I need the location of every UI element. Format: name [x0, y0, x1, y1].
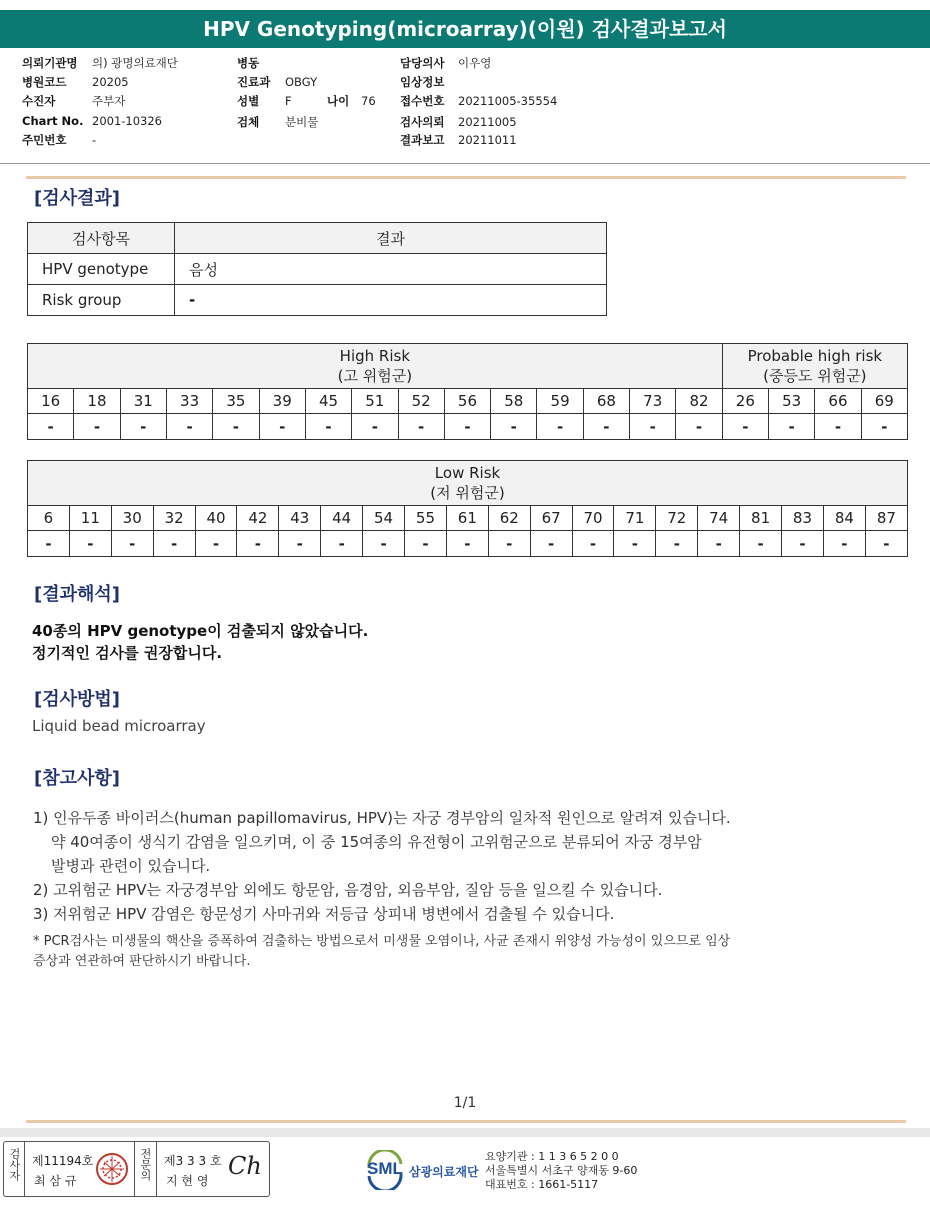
genotype-result-cell: -	[120, 414, 166, 440]
section-title-interpretation: [결과해석]	[34, 584, 121, 605]
genotype-cell: 81	[740, 506, 782, 531]
info-value: F	[285, 94, 292, 108]
genotype-result-cell: -	[656, 531, 698, 557]
specialist-cell	[156, 1142, 268, 1196]
info-row	[400, 55, 491, 71]
genotype-cell: 39	[259, 389, 305, 414]
genotype-result-cell: -	[405, 531, 447, 557]
genotype-result-cell: -	[861, 414, 907, 440]
info-row	[22, 74, 129, 90]
note-line: 약 40여종이 생식기 감염을 일으키며, 이 중 15여종의 유전형이 고위험군으로 분류되어 자궁 경부암	[51, 833, 702, 851]
group-subtitle: (중등도 위험군)	[763, 367, 867, 385]
genotype-cell: 58	[491, 389, 537, 414]
examiner-label-cell	[4, 1142, 25, 1196]
group-subtitle: (저 위험군)	[430, 484, 505, 502]
seal-icon	[94, 1150, 130, 1188]
specialist-label-cell	[134, 1142, 157, 1196]
note-line: 발병과 관련이 있습니다.	[51, 857, 211, 875]
section-title-reference: [참고사항]	[34, 768, 121, 789]
footnote-line: 증상과 연관하여 판단하시기 바랍니다.	[33, 954, 251, 969]
info-row	[400, 132, 517, 148]
genotype-cell: 61	[446, 506, 488, 531]
interpretation-line: 정기적인 검사를 권장합니다.	[32, 644, 223, 662]
genotype-cell: 59	[537, 389, 583, 414]
info-label: 나이	[327, 94, 350, 108]
genotype-result-cell: -	[446, 531, 488, 557]
genotype-cell: 45	[305, 389, 351, 414]
method-text: Liquid bead microarray	[32, 717, 206, 735]
info-row	[237, 114, 318, 130]
genotype-result-cell: -	[782, 531, 824, 557]
genotype-cell: 84	[823, 506, 865, 531]
genotype-result-cell: -	[195, 531, 237, 557]
info-label: 결과보고	[400, 133, 445, 147]
genotype-result-cell: -	[352, 414, 398, 440]
info-label: 병원코드	[22, 75, 67, 89]
org-name: 삼광의료재단	[409, 1165, 479, 1179]
genotype-cell: 52	[398, 389, 444, 414]
genotype-cell: 43	[279, 506, 321, 531]
info-row	[22, 93, 125, 109]
report-title: HPV Genotyping(microarray)(이원) 검사결과보고서	[0, 10, 930, 48]
interpretation-text: HPV genotype	[87, 622, 208, 640]
genotype-cell: 44	[321, 506, 363, 531]
genotype-result-cell: -	[153, 531, 195, 557]
genotype-cell: 83	[782, 506, 824, 531]
genotype-cell: 33	[166, 389, 212, 414]
genotype-result-cell: -	[865, 531, 907, 557]
info-value: 의) 광명의료재단	[92, 56, 178, 70]
examiner-name: 최 삼 규	[34, 1174, 77, 1188]
signature-box	[3, 1141, 270, 1197]
genotype-cell: 42	[237, 506, 279, 531]
genotype-cell: 54	[363, 506, 405, 531]
info-value: OBGY	[285, 75, 318, 89]
info-label: 수진자	[22, 94, 56, 108]
group-header-high-risk	[28, 344, 723, 389]
contact-line: 서울특별시 서초구 양재동 9-60	[485, 1164, 638, 1177]
logo-text: SML	[367, 1159, 403, 1178]
table-row	[28, 254, 607, 285]
info-label: 병동	[237, 56, 260, 70]
signature-scribble: Ch	[228, 1152, 262, 1180]
table-cell: Risk group	[28, 285, 175, 316]
info-value: 이우영	[458, 56, 492, 70]
genotype-cell: 68	[583, 389, 629, 414]
genotype-result-cell: -	[444, 414, 490, 440]
genotype-result-cell: -	[259, 414, 305, 440]
genotype-result-cell: -	[722, 414, 768, 440]
genotype-result-cell: -	[630, 414, 676, 440]
genotype-result-cell: -	[321, 531, 363, 557]
genotype-cell: 70	[572, 506, 614, 531]
genotype-cell: 87	[865, 506, 907, 531]
info-label: 검사의뢰	[400, 115, 445, 129]
specialist-license: 제3 3 3 호	[164, 1154, 222, 1168]
note-line: 3) 저위험군 HPV 감염은 항문성기 사마귀와 저등급 상피내 병변에서 검출될 수 있습니다.	[33, 905, 615, 923]
group-title: Probable high risk	[747, 347, 883, 365]
genotype-cell: 66	[815, 389, 861, 414]
genotype-result-cell: -	[213, 414, 259, 440]
genotype-cell: 31	[120, 389, 166, 414]
table-header-row	[28, 223, 607, 254]
genotype-cell: 82	[676, 389, 722, 414]
genotype-result-cell: -	[530, 531, 572, 557]
genotype-result-cell: -	[398, 414, 444, 440]
genotype-result-cell: -	[166, 414, 212, 440]
info-value: 20205	[92, 75, 129, 89]
reference-notes	[33, 806, 731, 926]
info-row	[237, 93, 376, 109]
column-header: 결과	[175, 223, 607, 254]
section-title-result: [검사결과]	[34, 188, 121, 209]
info-label: 의뢰기관명	[22, 56, 78, 70]
genotype-cell: 55	[405, 506, 447, 531]
info-row	[22, 55, 178, 71]
section-title-method: [검사방법]	[34, 689, 121, 710]
genotype-cell: 35	[213, 389, 259, 414]
genotype-result-cell: -	[363, 531, 405, 557]
genotype-row	[28, 389, 908, 414]
info-value: 20211005-35554	[458, 94, 558, 108]
interpretation-text: 40종의	[32, 622, 88, 640]
contact-line: 요양기관 : 1 1 3 6 5 2 0 0	[485, 1150, 619, 1163]
genotype-result-cell: -	[583, 414, 629, 440]
genotype-cell: 73	[630, 389, 676, 414]
genotype-cell: 67	[530, 506, 572, 531]
info-label: 진료과	[237, 75, 271, 89]
info-value: 76	[361, 94, 376, 108]
genotype-cell: 6	[28, 506, 70, 531]
note-line: 1) 인유두종 바이러스(human papillomavirus, HPV)는 자궁 경부암의 일차적 원인으로 알려져 있습니다.	[33, 809, 731, 827]
interpretation-line	[32, 620, 368, 641]
note-line: 2) 고위험군 HPV는 자궁경부암 외에도 항문암, 음경암, 외음부암, 질암 등을 일으킬 수 있습니다.	[33, 881, 663, 899]
genotype-result-cell: -	[237, 531, 279, 557]
group-title: Low Risk	[434, 464, 501, 482]
genotype-result-cell: -	[69, 531, 111, 557]
genotype-result-cell: -	[698, 531, 740, 557]
info-label: Chart No.	[22, 114, 84, 128]
genotype-result-cell: -	[676, 414, 722, 440]
divider	[26, 176, 906, 179]
group-header-low-risk	[28, 461, 908, 506]
info-label: 성별	[237, 94, 260, 108]
genotype-result-cell: -	[815, 414, 861, 440]
info-row	[237, 55, 285, 71]
genotype-cell: 71	[614, 506, 656, 531]
divider	[26, 1120, 906, 1123]
genotype-cell: 32	[153, 506, 195, 531]
org-contact	[485, 1150, 637, 1192]
genotype-result-cell: -	[537, 414, 583, 440]
info-value: 주부자	[92, 94, 126, 108]
genotype-cell: 72	[656, 506, 698, 531]
genotype-result-cell: -	[572, 531, 614, 557]
genotype-result-cell: -	[305, 414, 351, 440]
info-value: 20211011	[458, 133, 517, 147]
contact-line: 대표번호 : 1661-5117	[485, 1178, 599, 1191]
pcr-footnote	[33, 932, 883, 972]
genotype-result-row	[28, 414, 908, 440]
genotype-cell: 69	[861, 389, 907, 414]
result-table	[27, 222, 607, 316]
info-label: 임상정보	[400, 75, 445, 89]
divider	[0, 163, 930, 164]
info-row	[237, 74, 317, 90]
group-header-probable-high-risk	[722, 344, 907, 389]
genotype-cell: 53	[769, 389, 815, 414]
genotype-cell: 16	[28, 389, 74, 414]
genotype-result-cell: -	[614, 531, 656, 557]
examiner-label: 검사자	[8, 1148, 21, 1181]
interpretation-text: 이 검출되지 않았습니다.	[207, 622, 369, 640]
high-risk-table	[27, 343, 908, 440]
genotype-cell: 51	[352, 389, 398, 414]
genotype-cell: 56	[444, 389, 490, 414]
genotype-result-row	[28, 531, 908, 557]
info-label: 접수번호	[400, 94, 445, 108]
footer-band	[0, 1128, 930, 1137]
table-cell: -	[175, 285, 607, 316]
genotype-cell: 40	[195, 506, 237, 531]
table-row	[28, 285, 607, 316]
info-value: 20211005	[458, 115, 517, 129]
footnote-line: * PCR검사는 미생물의 핵산을 증폭하여 검출하는 방법으로서 미생물 오염이나, 사균 존재시 위양성 가능성이 있으므로 임상	[33, 934, 731, 949]
genotype-cell: 30	[111, 506, 153, 531]
info-value: 2001-10326	[92, 114, 162, 128]
genotype-cell: 18	[74, 389, 120, 414]
info-row	[400, 93, 557, 109]
genotype-row	[28, 506, 908, 531]
genotype-result-cell: -	[488, 531, 530, 557]
genotype-cell: 62	[488, 506, 530, 531]
specialist-label: 전문의	[139, 1148, 152, 1181]
info-label: 검체	[237, 115, 260, 129]
column-header: 검사항목	[28, 223, 175, 254]
genotype-result-cell: -	[769, 414, 815, 440]
info-label: 주민번호	[22, 133, 67, 147]
info-row	[22, 114, 162, 128]
info-row	[22, 132, 96, 148]
examiner-license: 제11194호	[32, 1154, 94, 1168]
sml-logo	[365, 1150, 480, 1190]
genotype-result-cell: -	[74, 414, 120, 440]
genotype-result-cell: -	[111, 531, 153, 557]
page-number: 1/1	[453, 1095, 477, 1111]
genotype-cell: 26	[722, 389, 768, 414]
genotype-result-cell: -	[28, 414, 74, 440]
table-cell: 음성	[175, 254, 607, 285]
genotype-result-cell: -	[823, 531, 865, 557]
examiner-cell	[24, 1142, 135, 1196]
genotype-result-cell: -	[279, 531, 321, 557]
low-risk-table	[27, 460, 908, 557]
genotype-cell: 11	[69, 506, 111, 531]
specialist-name: 지 현 영	[166, 1174, 209, 1188]
table-cell: HPV genotype	[28, 254, 175, 285]
genotype-result-cell: -	[491, 414, 537, 440]
info-value: -	[92, 133, 97, 147]
group-title: High Risk	[339, 347, 411, 365]
info-label: 담당의사	[400, 56, 445, 70]
info-row	[400, 74, 458, 90]
info-value: 분비물	[285, 115, 319, 129]
genotype-result-cell: -	[740, 531, 782, 557]
info-row	[400, 114, 517, 130]
group-subtitle: (고 위험군)	[337, 367, 413, 385]
genotype-cell: 74	[698, 506, 740, 531]
genotype-result-cell: -	[28, 531, 70, 557]
